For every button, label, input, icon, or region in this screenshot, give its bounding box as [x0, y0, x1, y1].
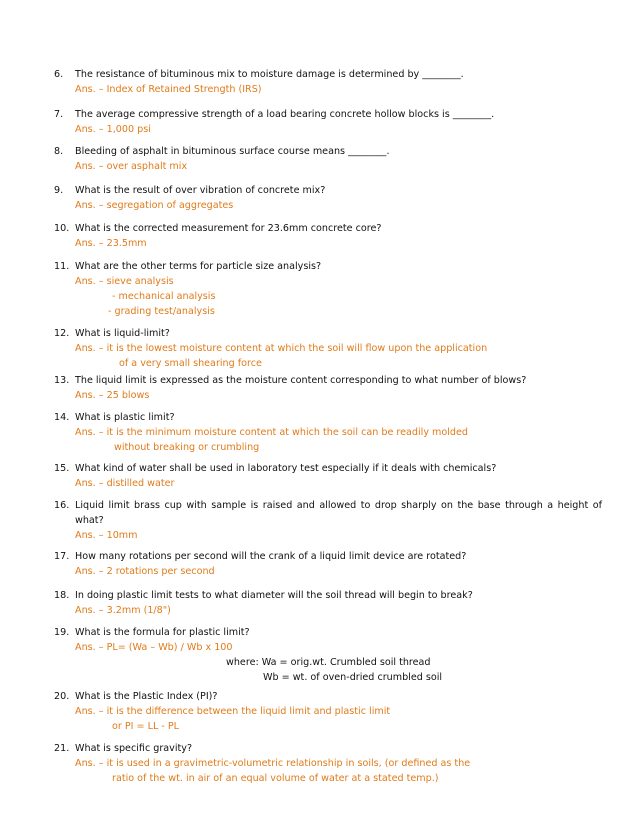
question-text: What are the other terms for particle size analysis?: [75, 261, 322, 272]
question-text: The liquid limit is expressed as the moisture content corresponding to what number of blows?: [75, 375, 527, 386]
question-item-8: [54, 144, 602, 174]
answer-text: Ans. – Index of Retained Strength (IRS): [75, 84, 262, 95]
question-item-7: [54, 107, 602, 137]
question-number: 11.: [54, 261, 70, 272]
question-number: 20.: [54, 691, 70, 702]
question-number: 7.: [54, 109, 64, 120]
answer-text: Ans. – PL= (Wa – Wb) / Wb x 100 where: Wa = orig.wt. Crumbled soil thread Wb = wt. of oven-dried crumbled soil: [75, 640, 602, 685]
question-text: What is liquid-limit?: [75, 328, 170, 339]
question-item-19: [54, 625, 602, 685]
answer-text: Ans. – it is the difference between the liquid limit and plastic limit or PI = LL - PL: [75, 706, 391, 732]
question-number: 19.: [54, 627, 70, 638]
question-number: 21.: [54, 743, 70, 754]
answer-text: Ans. – over asphalt mix: [75, 161, 188, 172]
question-number: 8.: [54, 146, 64, 157]
question-text: In doing plastic limit tests to what diameter will the soil thread will begin to break?: [75, 590, 473, 601]
answer-text: Ans. – sieve analysis - mechanical analysis - grading test/analysis: [75, 276, 216, 317]
answer-text: Ans. – it is used in a gravimetric-volumetric relationship in soils, (or defined as the ratio of the wt. in air of an equal volume of water at a stated temp.): [75, 758, 471, 784]
question-number: 15.: [54, 463, 70, 474]
question-text: Liquid limit brass cup with sample is raised and allowed to drop sharply on the base through a height of what?: [75, 500, 602, 526]
question-item-20: [54, 689, 602, 734]
formula-where-line: Wb = wt. of oven-dried crumbled soil: [263, 672, 443, 683]
answer-text: Ans. – 23.5mm: [75, 238, 147, 249]
answer-text: Ans. – it is the minimum moisture content at which the soil can be readily molded without breaking or crumbling: [75, 427, 469, 453]
question-text: What is the result of over vibration of concrete mix?: [75, 185, 326, 196]
question-number: 13.: [54, 375, 70, 386]
answer-text: Ans. – 25 blows: [75, 390, 150, 401]
answer-text: Ans. – 3.2mm (1/8"): [75, 605, 171, 616]
question-text: What is the corrected measurement for 23.6mm concrete core?: [75, 223, 382, 234]
question-number: 12.: [54, 328, 70, 339]
question-number: 18.: [54, 590, 70, 601]
question-text: What kind of water shall be used in laboratory test especially if it deals with chemicals?: [75, 463, 497, 474]
answer-text: Ans. – it is the lowest moisture content at which the soil will flow upon the application of a very small shearing force: [75, 343, 488, 369]
question-item-17: [54, 549, 602, 579]
formula-where-line: where: Wa = orig.wt. Crumbled soil thread: [226, 657, 431, 668]
question-item-11: [54, 259, 602, 319]
answer-text: Ans. – segregation of aggregates: [75, 200, 234, 211]
question-number: 17.: [54, 551, 70, 562]
question-text: What is the formula for plastic limit?: [75, 627, 250, 638]
question-text: The resistance of bituminous mix to moisture damage is determined by ________.: [75, 69, 464, 80]
question-number: 14.: [54, 412, 70, 423]
question-number: 10.: [54, 223, 70, 234]
question-number: 9.: [54, 185, 64, 196]
answer-text: Ans. – 2 rotations per second: [75, 566, 215, 577]
question-item-21: [54, 741, 602, 786]
question-item-16: [54, 498, 602, 543]
question-text: How many rotations per second will the crank of a liquid limit device are rotated?: [75, 551, 467, 562]
question-item-6: [54, 67, 602, 97]
answer-text: Ans. – distilled water: [75, 478, 175, 489]
question-item-13: [54, 373, 602, 403]
question-item-9: [54, 183, 602, 213]
question-number: 6.: [54, 69, 64, 80]
question-item-18: [54, 588, 602, 618]
question-text: Bleeding of asphalt in bituminous surface course means ________.: [75, 146, 390, 157]
question-text: What is specific gravity?: [75, 743, 193, 754]
question-item-15: [54, 461, 602, 491]
question-text: The average compressive strength of a load bearing concrete hollow blocks is ________.: [75, 109, 495, 120]
answer-text: Ans. – 10mm: [75, 530, 138, 541]
answer-text: Ans. – 1,000 psi: [75, 124, 151, 135]
question-item-14: [54, 410, 602, 455]
question-text: What is plastic limit?: [75, 412, 175, 423]
question-item-12: [54, 326, 602, 371]
question-number: 16.: [54, 500, 70, 511]
question-text: What is the Plastic Index (PI)?: [75, 691, 218, 702]
question-item-10: [54, 221, 602, 251]
